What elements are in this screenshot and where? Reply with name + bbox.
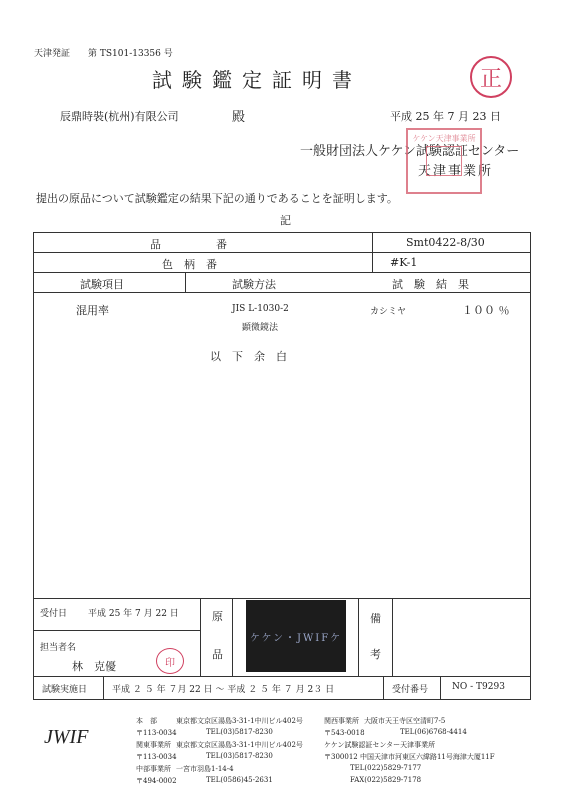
receipt-label: 受付番号 [392,685,429,695]
sample-label: ケケン・JWIFケ [249,632,343,644]
chubu-label: 中部事業所 [136,765,171,773]
row1-fiber: カシミヤ [370,307,407,317]
seal-text: ケケン天津事業所 [412,134,476,143]
person-inkan-stamp [156,648,184,674]
receipt-number: NO - T9293 [452,682,505,692]
chubu-zip: 〒494-0002 [136,777,177,785]
test-date-label: 試験実施日 [42,685,88,695]
end-of-entries: 以 下 余 白 [210,350,287,363]
chubu-address: 一宮市羽島1-14-4 [176,765,234,773]
footer-divider [392,598,393,676]
person-name: 林 克優 [72,660,116,673]
person-label: 担当者名 [40,643,77,653]
stamp-character: 正 [479,66,502,92]
row-divider [33,292,531,293]
hinban-label: 品 番 [150,238,227,251]
date-row-divider [103,676,104,700]
kanto-address: 東京都文京区湯島3-31-1中川ビル402号 [176,741,303,749]
hq-address: 東京都文京区湯島3-31-1中川ビル402号 [176,717,303,725]
gara-label: 色 柄 番 [162,258,217,271]
row-divider [33,272,531,273]
kanto-label: 関東事業所 [136,741,171,749]
inkan-character: 印 [165,657,175,669]
bikou-label-bottom: 考 [370,648,381,661]
issue-number: 第 TS101-13356 号 [88,49,173,59]
row-divider [33,252,531,253]
col-header-item: 試験項目 [80,278,124,291]
tianjin-fax: FAX(022)5829-7178 [350,776,422,784]
tianjin-tel: TEL(022)5829-7177 [350,764,422,772]
test-date-range: 平成 ２ ５ 年 ７月 22 日 〜 平成 ２ ５ 年 ７ 月 2３ 日 [112,685,335,695]
issuer-organization: 一般財団法人ケケン試験認証センター [300,144,520,159]
hq-zip: 〒113-0034 [136,729,177,737]
kansai-label: 関西事業所 [324,717,359,725]
tianjin-address: 〒300012 中国天津市河東区六緯路11号海津大厦11F [324,753,495,761]
tianjin-label: ケケン試験認証センター天津事業所 [324,741,436,749]
kanto-tel: TEL(03)5817-8230 [206,752,273,760]
row1-method-name: 顕微鏡法 [242,323,279,333]
kansai-zip: 〒543-0018 [324,729,365,737]
row1-method-standard: JIS L-1030-2 [232,304,289,314]
footer-top-line [33,598,531,599]
hq-tel: TEL(03)5817-8230 [206,728,273,736]
chubu-tel: TEL(0586)45-2631 [206,776,273,784]
issue-date: 平成 25 年 7 月 23 日 [390,110,501,123]
footer-divider [232,598,233,676]
statement: 提出の原品について試験鑑定の結果下記の通りであることを証明します。 [36,192,398,205]
footer-bottom-line [33,676,531,677]
kansai-address: 大阪市天王寺区空清町7-5 [364,717,446,725]
col-header-method: 試験方法 [232,278,276,291]
kanto-zip: 〒113-0034 [136,753,177,761]
fabric-sample [246,600,346,672]
row1-item: 混用率 [76,304,109,317]
column-divider [185,272,186,292]
bikou-label-top: 備 [370,612,381,625]
official-seal [406,128,482,194]
genpin-label-top: 原 [212,610,223,623]
issuer-branch: 天津事業所 [418,164,494,179]
footer-divider [358,598,359,676]
honorific: 殿 [232,110,246,125]
row1-percent: １００ ％ [462,304,510,317]
page-title: 試験鑑定証明書 [152,68,362,92]
hinban-value: Smt0422-8/30 [406,236,485,249]
genpin-label-bottom: 品 [212,648,223,661]
gara-value: #K-1 [390,256,418,269]
seal-inner-box [426,146,462,176]
issue-label: 天津発証 [34,49,71,59]
hq-label: 本 部 [136,717,157,725]
jwif-logo: JWIF [44,726,89,748]
recipient-name: 辰鼎時裝(杭州)有限公司 [60,110,179,123]
footer-divider [200,598,201,676]
date-row-divider [383,676,384,700]
footer-inner-line [33,630,200,631]
kansai-tel: TEL(06)6768-4414 [400,728,467,736]
col-header-result: 試 験 結 果 [392,278,469,291]
date-row-divider [440,676,441,700]
ki-marker: 記 [280,214,291,227]
received-label: 受付日 [40,609,68,619]
correct-circle-stamp [470,56,512,98]
received-date: 平成 25 年 7 月 22 日 [88,609,179,619]
column-divider [372,232,373,272]
